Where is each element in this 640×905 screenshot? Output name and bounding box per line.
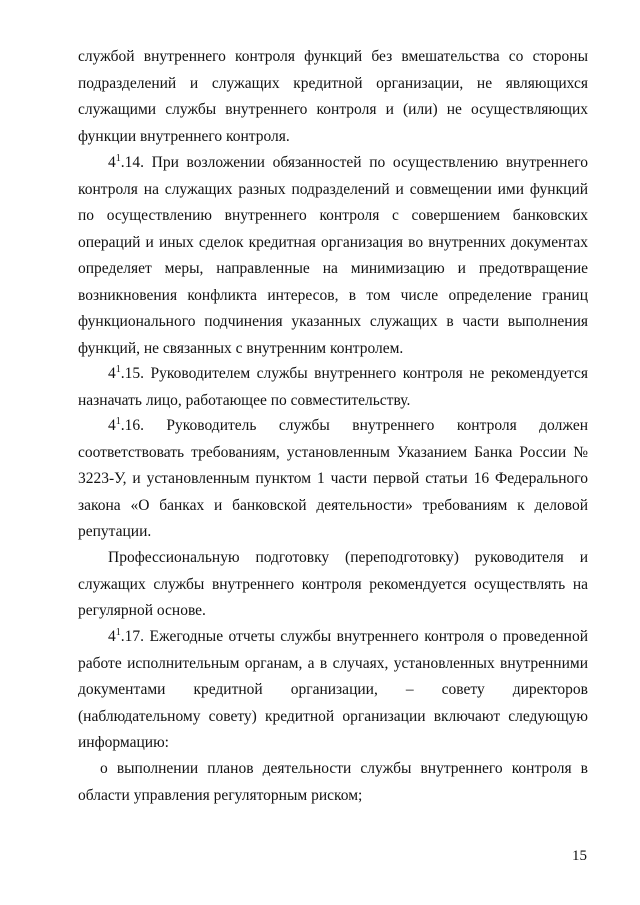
paragraph-4-1-14 [78, 150, 588, 362]
paragraph-text: Руководитель службы внутреннего контроля должен соответствовать требованиям, установленным Указанием Банка России № 3223-У, и установленным пунктом 1 части первой статьи 16 Федерального закона «О банках и банковской деятельности» требованиям к деловой репутации. [78, 417, 588, 540]
page-number: 15 [572, 848, 587, 864]
clause-number: $4^1.15$. [108, 363, 144, 382]
paragraph-text: При возложении обязанностей по осуществлению внутреннего контроля на служащих разных подразделений и совмещении ими функций по осуществлению внутреннего контроля с совершением банковских операций и иных сделок кредитная организация во внутренних документах определяет меры, направленные на минимизацию и предотвращение возникновения конфликта интересов, в том числе определение границ функционального подчинения указанных служащих в части выполнения функций, не связанных с внутренним контролем. [78, 154, 588, 357]
paragraph-text: службой внутреннего контроля функций без вмешательства со стороны подразделений и служащих кредитной организации, не являющихся служащими службы внутреннего контроля и (или) не осуществляющих функции внутреннего контроля. [78, 48, 588, 145]
paragraph-4-1-15 [78, 361, 588, 414]
paragraph-training [78, 545, 588, 625]
paragraph-text: Ежегодные отчеты службы внутреннего контроля о проведенной работе исполнительным органам, а в случаях, установленных внутренними документами кредитной организации, – совету директоров (наблюдательному совету) кредитной организации включают следующую информацию: [78, 628, 588, 751]
clause-number: $4^1.17$. [108, 626, 144, 645]
paragraph-text: Руководителем службы внутреннего контроля не рекомендуется назначать лицо, работающее по совместительству. [78, 365, 588, 409]
clause-number: $4^1.16$. [108, 415, 144, 434]
paragraph-4-1-17 [78, 624, 588, 757]
paragraph-4-1-16 [78, 413, 588, 546]
paragraph-text: Профессиональную подготовку (переподготовку) руководителя и служащих службы внутреннего контроля рекомендуется осуществлять на регулярной основе. [78, 549, 588, 619]
paragraph-text: о выполнении планов деятельности службы внутреннего контроля в области управления регуляторным риском; [78, 760, 588, 804]
paragraph-continuation [78, 44, 588, 150]
list-item-regulatory-risk [78, 756, 588, 809]
clause-number: $4^1.14$. [108, 152, 144, 171]
